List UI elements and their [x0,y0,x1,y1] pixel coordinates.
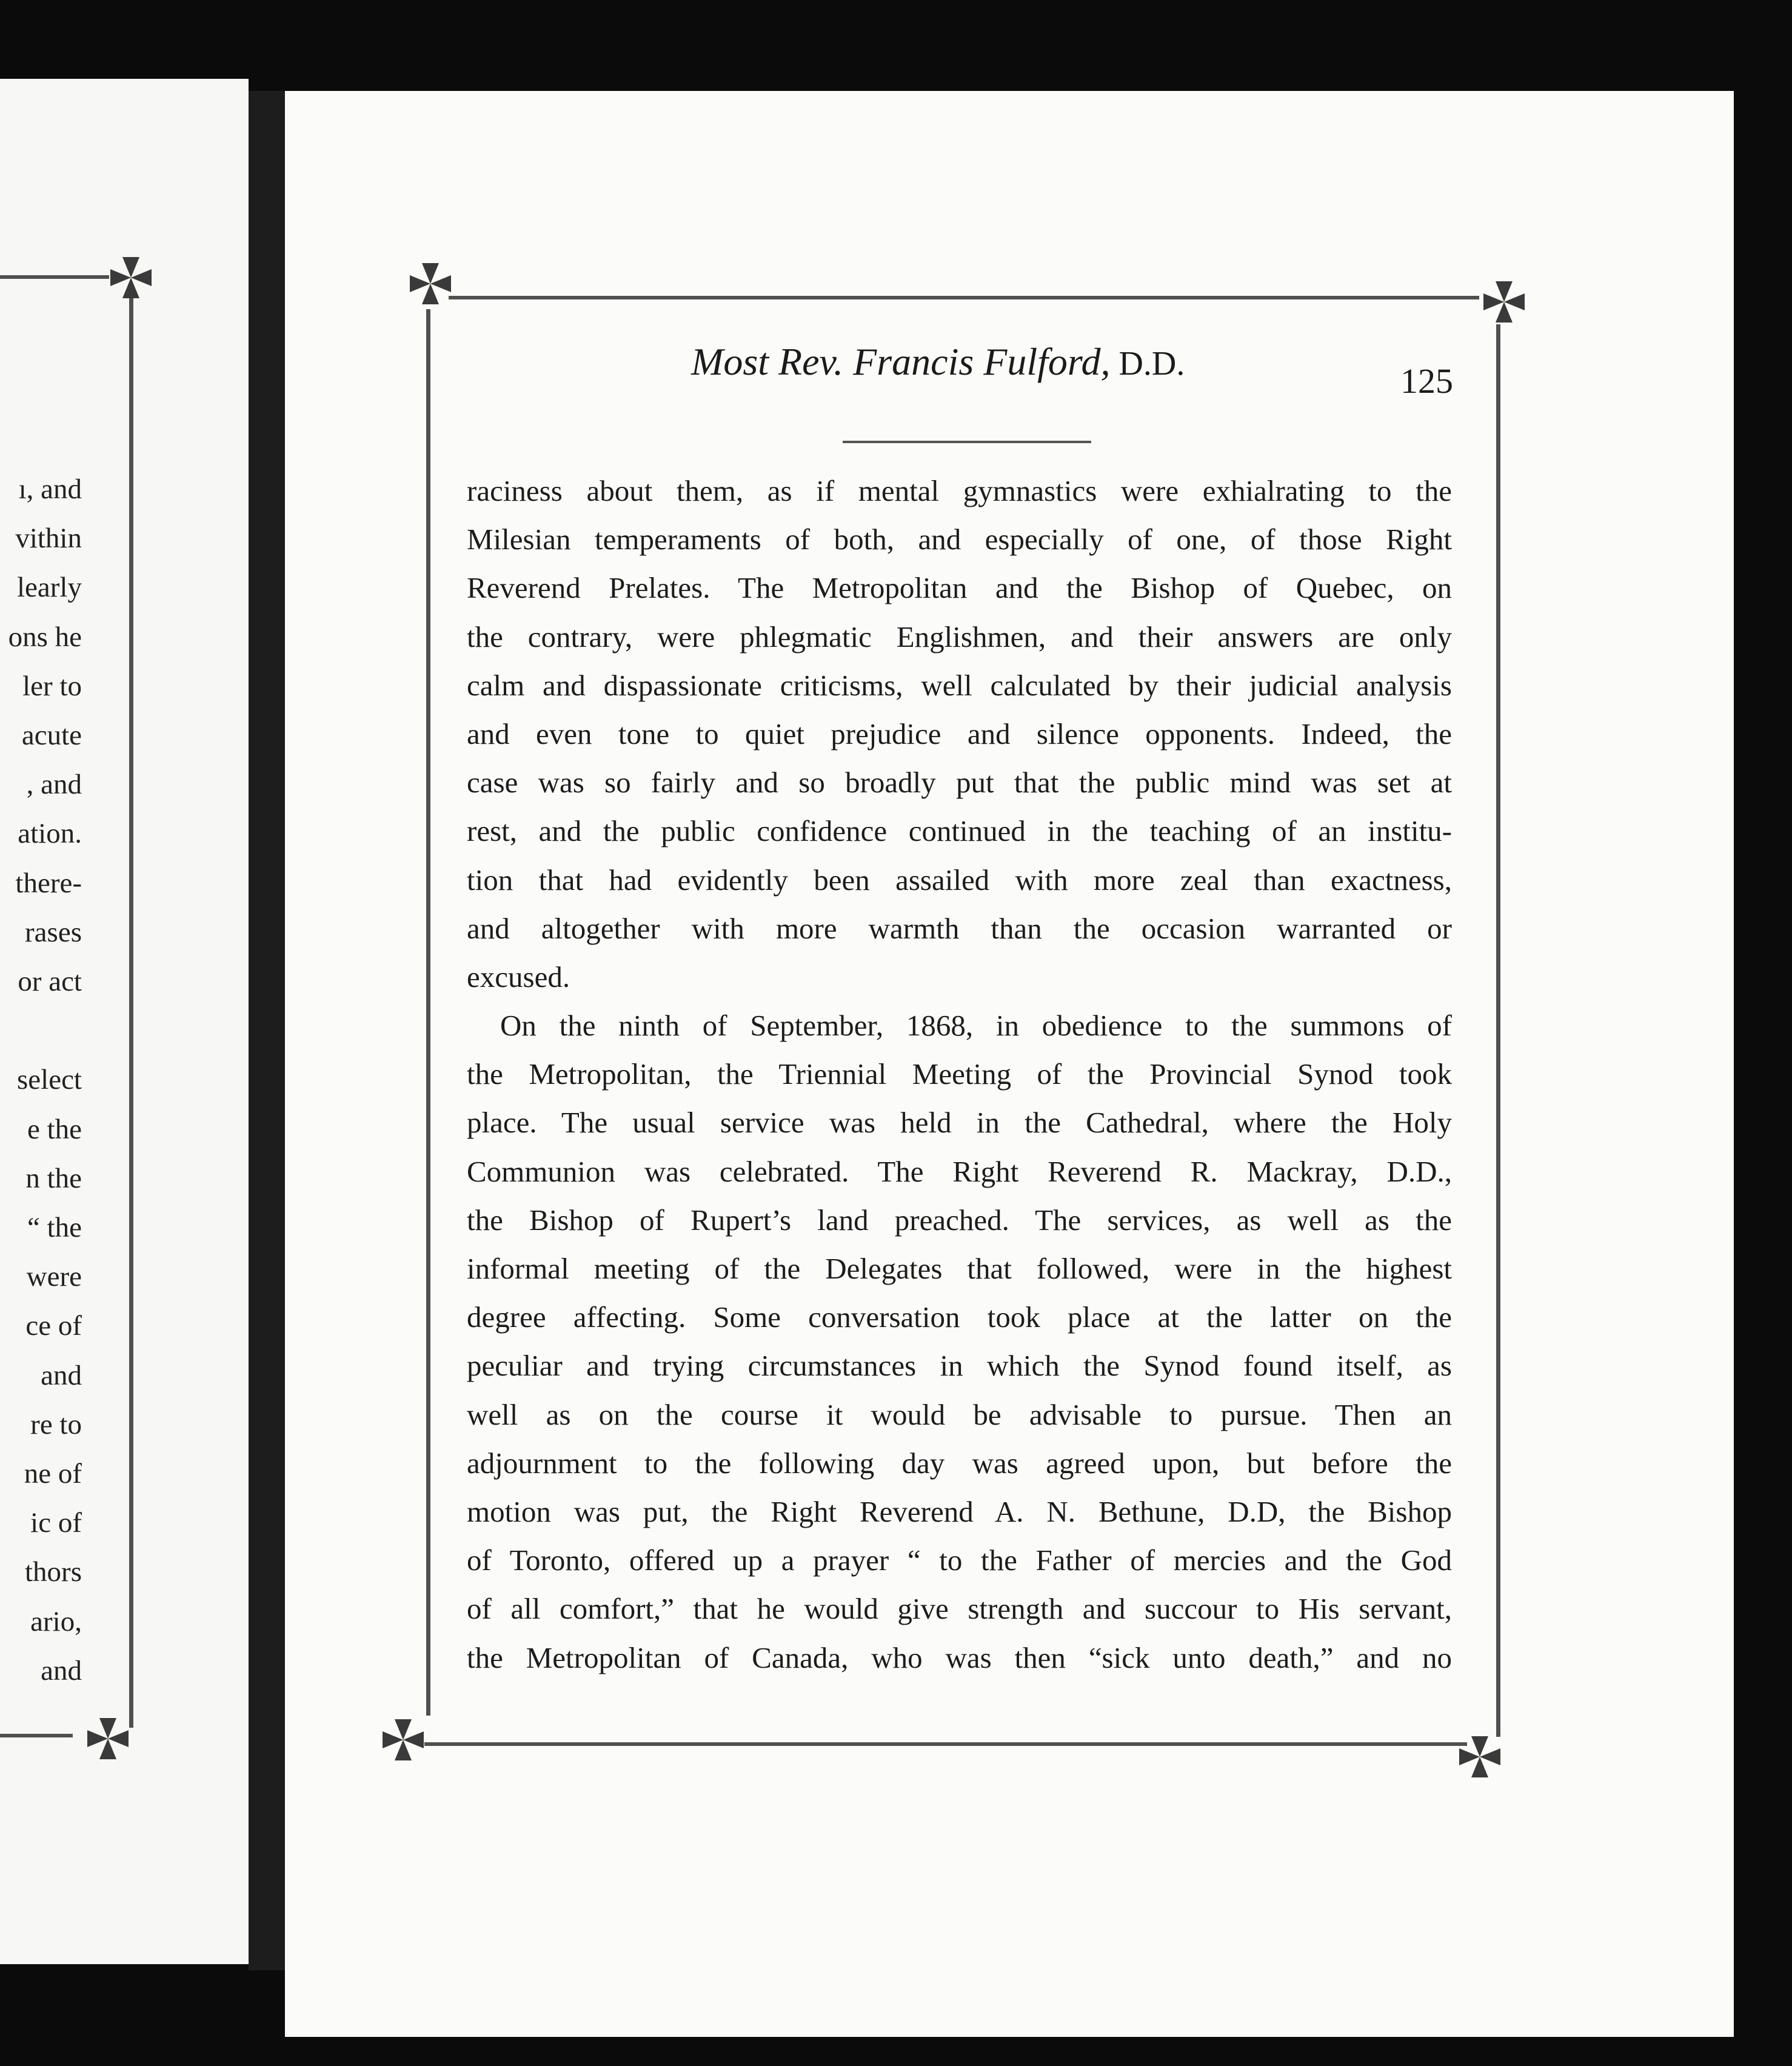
left-page-line: ı, and [18,473,82,505]
maltese-cross-icon [85,1716,131,1762]
border-top-rule [449,296,1479,299]
left-page-line: were [26,1261,82,1293]
text-line: the contrary, were phlegmatic Englishmen, and their answers are only [467,620,1452,654]
text-line: raciness about them, as if mental gymnastics were exhialrating to the [467,474,1452,507]
maltese-cross-icon [407,261,453,307]
left-page-line: re to [30,1408,82,1440]
left-page-line: thors [25,1556,82,1588]
left-page-line: ce of [25,1310,82,1342]
text-line: place. The usual service was held in the Cathedral, where the Holy [467,1106,1452,1140]
left-border-right-rule [129,297,133,1728]
text-line: the Metropolitan, the Triennial Meeting of the Provincial Synod took [467,1057,1452,1091]
text-line: motion was put, the Right Reverend A. N. Bethune, D.D, the Bishop [467,1494,1452,1528]
text-line: of Toronto, offered up a prayer “ to the Father of mercies and the God [467,1543,1452,1577]
left-page-line: ic of [30,1507,82,1539]
text-line: peculiar and trying circumstances in which the Synod found itself, as [467,1349,1452,1383]
text-line: Communion was celebrated. The Right Reverend R. Mackray, D.D., [467,1154,1452,1188]
text-line: well as on the course it would be advisable to pursue. Then an [467,1397,1452,1431]
left-page-line: ation. [18,818,82,850]
left-page-line: “ the [27,1212,82,1243]
left-border-top-rule [0,275,109,279]
left-page-line: learly [17,572,82,604]
text-line: rest, and the public confidence continued in the teaching of an institu- [467,814,1452,848]
text-line: tion that had evidently been assailed with more zeal than exactness, [467,863,1452,897]
left-page-line: ons he [8,621,82,653]
left-page-line: vithin [15,523,82,555]
text-line: excused. [467,960,570,994]
text-line: Milesian temperaments of both, and especially of one, of those Right [467,523,1452,557]
left-page-line: and [41,1359,82,1391]
text-line: the Bishop of Rupert’s land preached. The services, as well as the [467,1203,1452,1237]
running-head-title: Most Rev. Francis Fulford, [691,340,1111,383]
text-line: Reverend Prelates. The Metropolitan and the Bishop of Quebec, on [467,571,1452,605]
left-page-line: ler to [22,670,82,702]
header-rule [843,441,1091,443]
border-right-rule [1496,324,1500,1737]
text-line: informal meeting of the Delegates that followed, were in the highest [467,1252,1452,1285]
left-border-bottom-rule [0,1734,73,1737]
left-page-line: , and [26,769,82,801]
paragraph [467,1001,1452,1682]
text-line: of all comfort,” that he would give strength and succour to His servant, [467,1592,1452,1626]
body-text [467,467,1452,1682]
text-line: calm and dispassionate criticisms, well calculated by their judicial analysis [467,668,1452,702]
left-page-line: select [17,1064,82,1096]
text-line: the Metropolitan of Canada, who was then “sick unto death,” and no [467,1640,1452,1674]
border-bottom-rule [424,1742,1467,1746]
running-head-degree: D.D. [1118,345,1185,383]
page-number: 125 [1400,361,1453,401]
left-page-line: ne of [24,1458,82,1489]
left-page-line: acute [21,720,82,751]
left-page-line: or act [18,966,82,997]
text-line: degree affecting. Some conversation took place at the latter on the [467,1300,1452,1334]
running-head [691,339,1185,384]
left-page-line: e the [27,1113,82,1145]
text-line: and altogether with more warmth than the occasion warranted or [467,911,1452,945]
maltese-cross-icon [1457,1734,1503,1780]
left-page-line: there- [15,867,82,899]
text-line: and even tone to quiet prejudice and silence opponents. Indeed, the [467,717,1452,751]
maltese-cross-icon [1481,279,1527,325]
border-left-rule [426,309,430,1716]
left-page-line: and [41,1654,82,1687]
left-page-line: ario, [30,1605,82,1637]
paragraph [467,467,1452,1001]
maltese-cross-icon [108,255,154,301]
text-line: case was so fairly and so broadly put that the public mind was set at [467,766,1452,800]
maltese-cross-icon [380,1717,426,1763]
left-page-line: n the [25,1162,82,1194]
left-page-line: rases [25,916,82,948]
text-line: adjournment to the following day was agreed upon, but before the [467,1446,1452,1480]
text-line: On the ninth of September, 1868, in obedience to the summons of [500,1009,1452,1043]
left-page [0,79,249,1964]
